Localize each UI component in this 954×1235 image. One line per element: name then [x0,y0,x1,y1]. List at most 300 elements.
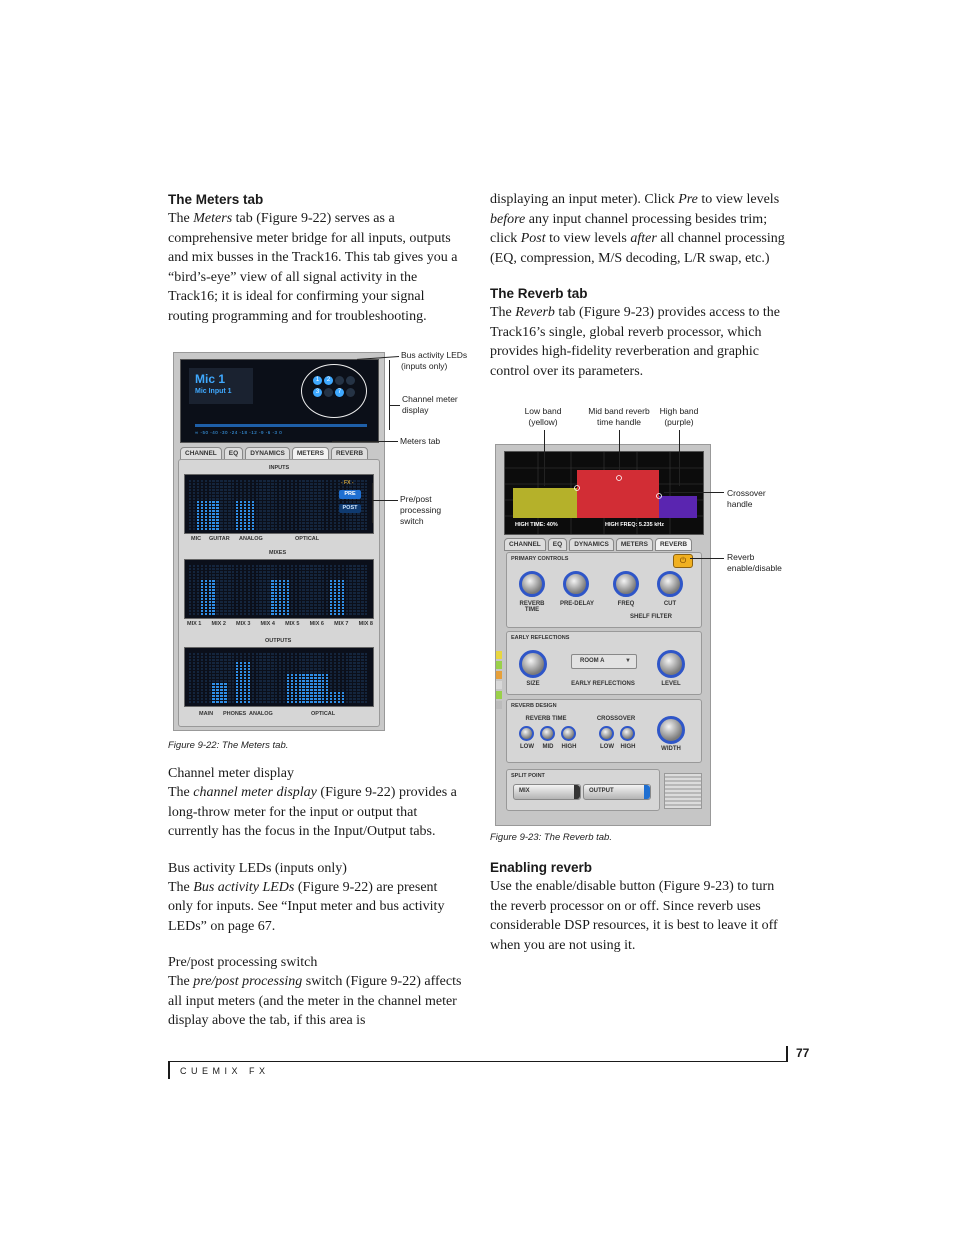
meter-segment [220,577,222,579]
meter-segment [275,574,277,576]
meter-segment [314,504,316,506]
meter-segment [240,592,242,594]
meter-segment [326,565,328,567]
meter-segment [279,513,281,515]
meter-segment [205,522,207,524]
meter-segment [310,671,312,673]
crossover-high-knob[interactable] [620,726,635,741]
bus-led [346,376,355,385]
meter-segment [334,662,336,664]
meter-segment [334,671,336,673]
meter-segment [275,610,277,612]
meter-segment [201,665,203,667]
meter-segment [212,519,214,521]
slider-handle[interactable] [644,785,650,799]
meter-segment [361,665,363,667]
meter-segment [201,577,203,579]
meter-segment [357,577,359,579]
meter-segment [224,571,226,573]
meter-segment [279,613,281,615]
meter-segment [263,659,265,661]
meter-segment [318,516,320,518]
meter-segment [259,528,261,530]
meter-segment [338,674,340,676]
mid-time-knob[interactable] [540,726,555,741]
tab-channel[interactable]: CHANNEL [504,538,546,551]
meter-segment [295,495,297,497]
low-band[interactable] [513,488,577,518]
output-group-main: MAIN [199,711,214,717]
meter-segment [322,665,324,667]
meter-segment [205,668,207,670]
meter-segment [212,589,214,591]
tab-reverb[interactable]: REVERB [331,447,368,460]
tab-eq[interactable]: EQ [224,447,243,460]
meter-segment [244,589,246,591]
meter-segment [306,653,308,655]
meter-segment [287,677,289,679]
bus-leds-heading: Bus activity LEDs (inputs only) [168,860,347,876]
crossover-low-knob[interactable] [599,726,614,741]
meter-segment [232,510,234,512]
meter-segment [357,656,359,658]
meter-segment [232,665,234,667]
reverb-tab-screenshot [495,444,711,826]
meter-segment [263,528,265,530]
meter-segment [295,595,297,597]
meter-segment [240,574,242,576]
meter-segment [330,498,332,500]
width-knob[interactable] [657,716,685,744]
meter-segment [310,498,312,500]
meter-segment [232,589,234,591]
meter-segment [228,607,230,609]
meter-segment [256,516,258,518]
meter-segment [306,486,308,488]
meter-segment [209,695,211,697]
meter-segment [201,513,203,515]
reverb-design-panel [506,699,702,763]
channel-meter-heading: Channel meter display [168,766,294,781]
meter-segment [322,580,324,582]
meter-segment [256,698,258,700]
meter-segment [295,574,297,576]
mid-band[interactable] [577,470,659,518]
meter-segment [334,589,336,591]
meter-segment [267,516,269,518]
meter-segment [291,595,293,597]
meter-segment [209,598,211,600]
meter-segment [295,525,297,527]
meter-segment [228,516,230,518]
slider-handle[interactable] [574,785,580,799]
meter-segment [283,522,285,524]
meter-segment [322,486,324,488]
meter-segment [240,577,242,579]
meter-segment [353,528,355,530]
meter-segment [205,598,207,600]
meter-segment [259,668,261,670]
meter-segment [256,580,258,582]
meter-segment [346,686,348,688]
inputs-label: INPUTS [269,465,290,471]
meter-segment [267,668,269,670]
meter-segment [236,586,238,588]
meter-segment [302,671,304,673]
meter-segment [330,680,332,682]
reverb-time-knob[interactable] [519,571,545,597]
meter-segment [263,677,265,679]
low-time-knob[interactable] [519,726,534,741]
meter-segment [252,574,254,576]
meter-segment [252,686,254,688]
tab-eq[interactable]: EQ [548,538,567,551]
callout-meters-tab: Meters tab [400,436,441,446]
split-mix-slider[interactable] [513,784,581,800]
meter-segment [216,677,218,679]
output-group-phones: PHONES [223,711,247,717]
meter-segment [279,510,281,512]
meter-segment [252,483,254,485]
meter-segment [201,571,203,573]
meter-segment [189,592,191,594]
meter-segment [240,680,242,682]
meter-segment [193,677,195,679]
meter-segment [271,504,273,506]
meter-segment [252,689,254,691]
meter-segment [201,498,203,500]
meter-segment [361,692,363,694]
meter-segment [299,486,301,488]
meter-segment [283,525,285,527]
meter-segment [236,598,238,600]
meters-tab-screenshot [173,352,385,731]
meter-segment [205,589,207,591]
meter-segment [189,668,191,670]
meter-segment [236,489,238,491]
meter-segment [287,653,289,655]
meter-segment [283,592,285,594]
meter-segment [310,510,312,512]
meter-segment [287,525,289,527]
meter-segment [252,486,254,488]
meter-segment [295,601,297,603]
meter-segment [189,495,191,497]
meter-segment [291,525,293,527]
meter-segment [275,589,277,591]
meter-segment [267,492,269,494]
meter-segment [353,577,355,579]
tab-dynamics[interactable]: DYNAMICS [569,538,614,551]
meter-segment [299,516,301,518]
meter-segment [271,656,273,658]
bus-led: 2 [324,376,333,385]
meter-segment [212,528,214,530]
meter-segment [252,528,254,530]
meter-segment [275,495,277,497]
tab-reverb[interactable]: REVERB [655,538,692,551]
meter-segment [256,695,258,697]
meter-segment [224,507,226,509]
meter-segment [326,589,328,591]
meter-segment [291,586,293,588]
meter-segment [346,698,348,700]
meter-segment [318,659,320,661]
meter-segment [357,586,359,588]
meter-segment [361,592,363,594]
meter-segment [318,604,320,606]
meter-segment [361,671,363,673]
meter-segment [318,583,320,585]
meter-segment [365,595,367,597]
bus-leds [313,376,361,397]
meter-segment [205,677,207,679]
meter-segment [271,674,273,676]
primary-controls-panel [506,552,702,628]
meter-segment [361,571,363,573]
meter-segment [353,680,355,682]
high-time-knob[interactable] [561,726,576,741]
mix-name: MIX 5 [285,621,300,627]
meter-segment [197,519,199,521]
meter-segment [189,483,191,485]
meter-segment [271,659,273,661]
meter-segment [299,674,301,676]
meter-segment [189,513,191,515]
meter-segment [244,689,246,691]
meter-segment [212,501,214,503]
meter-segment [306,495,308,497]
meter-segment [334,701,336,703]
meter-segment [220,589,222,591]
meter-segment [291,656,293,658]
meter-segment [236,513,238,515]
high-band[interactable] [659,496,697,518]
tab-dynamics[interactable]: DYNAMICS [245,447,290,460]
meter-segment [365,698,367,700]
meter-segment [240,677,242,679]
meter-segment [209,680,211,682]
meter-segment [338,668,340,670]
meter-segment [299,677,301,679]
meter-segment [220,501,222,503]
shelf-freq-knob[interactable] [613,571,639,597]
meter-segment [263,571,265,573]
meter-segment [361,568,363,570]
meter-segment [220,519,222,521]
meter-segment [353,689,355,691]
meter-segment [232,586,234,588]
meter-segment [256,589,258,591]
meter-segment [342,580,344,582]
meter-segment [353,565,355,567]
meter-segment [220,595,222,597]
meter-segment [220,665,222,667]
meter-segment [228,586,230,588]
meter-segment [271,689,273,691]
meter-segment [287,580,289,582]
meter-segment [365,513,367,515]
meter-segment [197,501,199,503]
meter-segment [283,662,285,664]
meter-segment [212,568,214,570]
meter-segment [197,610,199,612]
meter-segment [224,659,226,661]
meter-segment [248,604,250,606]
meter-segment [334,656,336,658]
meter-segment [353,668,355,670]
meter-segment [299,483,301,485]
meter-segment [201,489,203,491]
meter-segment [361,656,363,658]
meter-segment [248,519,250,521]
meter-segment [259,695,261,697]
meter-segment [342,568,344,570]
meter-segment [193,583,195,585]
shelf-cut-knob[interactable] [657,571,683,597]
meter-segment [189,665,191,667]
meter-segment [259,604,261,606]
meter-segment [228,486,230,488]
meter-segment [232,513,234,515]
meter-segment [306,701,308,703]
meter-segment [310,519,312,521]
meter-segment [263,525,265,527]
meter-segment [205,610,207,612]
meter-segment [224,525,226,527]
meter-segment [287,565,289,567]
size-knob[interactable] [519,650,547,678]
meter-segment [346,613,348,615]
room-select[interactable] [571,654,637,669]
meter-segment [342,665,344,667]
meter-segment [220,565,222,567]
meter-segment [216,513,218,515]
meter-segment [224,683,226,685]
meter-segment [365,610,367,612]
resize-grip[interactable] [664,773,702,809]
meter-segment [232,498,234,500]
meter-segment [283,677,285,679]
meter-segment [346,610,348,612]
meter-segment [209,483,211,485]
meter-segment [353,613,355,615]
level-knob[interactable] [657,650,685,678]
meter-segment [263,686,265,688]
meter-segment [271,571,273,573]
meter-segment [302,513,304,515]
meter-segment [236,501,238,503]
pre-delay-knob[interactable] [563,571,589,597]
meter-segment [349,671,351,673]
reverb-enable-button[interactable]: ⏻ [673,554,693,568]
tab-meters[interactable]: METERS [292,447,329,460]
meter-segment [228,668,230,670]
right-column [490,190,786,381]
meter-segment [279,692,281,694]
meter-segment [271,671,273,673]
meter-segment [248,598,250,600]
meter-segment [287,607,289,609]
tab-meters[interactable]: METERS [616,538,653,551]
meter-segment [283,695,285,697]
meter-segment [240,495,242,497]
meter-segment [318,601,320,603]
meter-segment [306,583,308,585]
meter-segment [224,701,226,703]
meter-segment [353,595,355,597]
meter-segment [279,680,281,682]
meter-segment [283,574,285,576]
meter-segment [330,565,332,567]
meter-segment [275,671,277,673]
meter-segment [244,486,246,488]
meter-segment [318,701,320,703]
meter-segment [314,568,316,570]
meter-segment [240,595,242,597]
meter-segment [236,653,238,655]
meter-segment [240,507,242,509]
meter-segment [283,656,285,658]
meter-segment [189,601,191,603]
meter-segment [232,522,234,524]
meter-segment [271,580,273,582]
meter-segment [291,516,293,518]
meter-segment [248,568,250,570]
meter-segment [252,510,254,512]
meter-segment [338,525,340,527]
meter-segment [283,513,285,515]
meter-segment [205,692,207,694]
pre-button[interactable]: PRE [339,490,361,499]
meter-segment [267,480,269,482]
meter-segment [287,483,289,485]
meter-segment [275,680,277,682]
meter-segment [232,674,234,676]
meter-segment [302,659,304,661]
meter-segment [220,662,222,664]
meter-segment [279,701,281,703]
meter-segment [263,507,265,509]
meter-segment [299,574,301,576]
meter-segment [338,686,340,688]
meter-segment [287,680,289,682]
meter-segment [357,680,359,682]
meter-segment [306,510,308,512]
split-output-slider[interactable] [583,784,651,800]
meter-segment [228,695,230,697]
post-button[interactable]: POST [339,504,361,513]
meter-segment [220,492,222,494]
meter-segment [310,580,312,582]
meter-segment [240,698,242,700]
footer-rule-right [786,1046,788,1062]
meter-segment [349,674,351,676]
meter-segment [271,701,273,703]
meter-segment [318,662,320,664]
meter-segment [248,577,250,579]
tab-channel[interactable]: CHANNEL [180,447,222,460]
meter-segment [209,668,211,670]
meter-segment [271,568,273,570]
meter-segment [259,525,261,527]
bus-leds-paragraph: The Bus activity LEDs (Figure 9-22) are present only for inputs. See “Input meter and bus activity LEDs” on page 67. [168,879,445,934]
meter-segment [244,501,246,503]
meter-segment [232,604,234,606]
meter-segment [365,583,367,585]
meter-segment [283,489,285,491]
meter-segment [271,668,273,670]
